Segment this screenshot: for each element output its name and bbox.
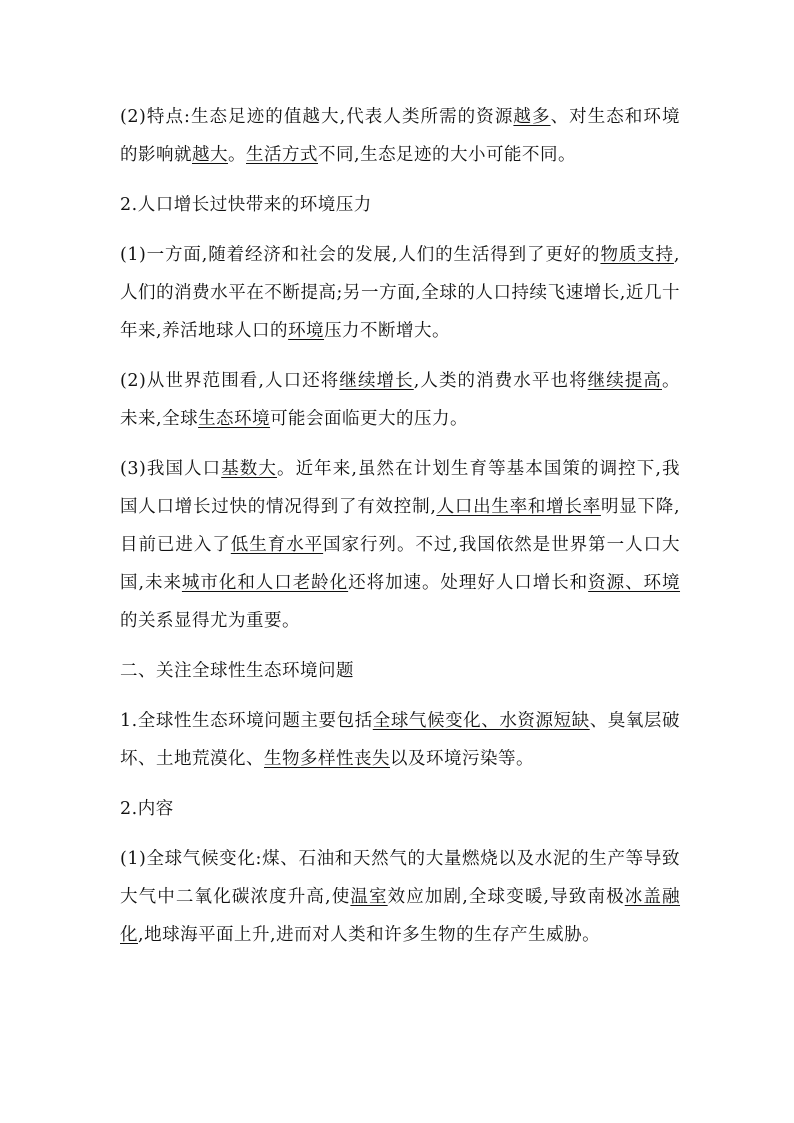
paragraph <box>120 186 680 224</box>
paragraph <box>120 236 680 350</box>
underlined-text: 冰盖融化 <box>120 887 681 945</box>
text-segment: 。近年来,虽然在计划生育等基本国策的调控下,我国人口增长过快的情况得到了有效控制, <box>120 459 680 517</box>
underlined-text: 物质支持 <box>600 245 674 265</box>
paragraph <box>120 98 680 174</box>
text-segment: (1)全球气候变化:煤、石油和天然气的大量燃烧以及水泥的生产等导致大气中二氧化碳浓度升高,使 <box>120 849 680 907</box>
text-segment: 以及环境污染等。 <box>390 749 534 769</box>
text-segment: (3)我国人口 <box>120 459 222 479</box>
underlined-text: 越多 <box>513 107 551 127</box>
paragraph <box>120 362 680 438</box>
text-segment: 可能会面临更大的压力。 <box>270 409 469 429</box>
text-segment: 明显下降,目前已进入了 <box>120 497 681 555</box>
document-page <box>120 98 680 966</box>
underlined-text: 城市化和人口老龄化 <box>181 573 349 593</box>
paragraph <box>120 840 680 954</box>
underlined-text: 继续增长 <box>339 371 414 391</box>
text-segment: ,人们的消费水平在不断提高;另一方面,全球的人口持续飞速增长,近几十年来,养活地球人口的 <box>120 245 680 341</box>
text-segment: 压力不断增大。 <box>324 321 451 341</box>
underlined-text: 资源、环境 <box>588 573 681 593</box>
text-segment: 1.全球性生态环境问题主要包括 <box>120 711 373 731</box>
text-segment: 二、关注全球性生态环境问题 <box>120 661 354 681</box>
paragraph <box>120 450 680 640</box>
underlined-text: 低生育水平 <box>230 535 324 555</box>
underlined-text: 温室 <box>350 887 388 907</box>
text-segment: 、对生态和环境的影响就 <box>120 107 681 165</box>
text-segment: 2.内容 <box>120 799 174 819</box>
text-segment: 国家行列。不过,我国依然是世界第一人口大国,未来 <box>120 535 681 593</box>
text-segment: 还将加速。处理好人口增长和 <box>348 573 589 593</box>
underlined-text: 越大 <box>192 145 228 165</box>
text-segment: 、臭氧层破坏、土地荒漠化、 <box>120 711 681 769</box>
underlined-text: 环境 <box>288 321 325 341</box>
text-segment: 的关系显得尤为重要。 <box>120 611 300 631</box>
text-segment: 效应加剧,全球变暖,导致南极 <box>387 887 625 907</box>
underlined-text: 基数大 <box>221 459 277 479</box>
text-segment: (1)一方面,随着经济和社会的发展,人们的生活得到了更好的 <box>120 245 601 265</box>
paragraph <box>120 652 680 690</box>
paragraph <box>120 702 680 778</box>
text-segment: 不同,生态足迹的大小可能不同。 <box>318 145 577 165</box>
underlined-text: 生态环境 <box>198 409 271 429</box>
text-segment: ,地球海平面上升,进而对人类和许多生物的生存产生威胁。 <box>138 925 601 945</box>
paragraph <box>120 790 680 828</box>
underlined-text: 生活方式 <box>246 145 318 165</box>
text-segment: 。未来,全球 <box>120 371 680 429</box>
text-segment: 。 <box>228 145 246 165</box>
underlined-text: 生物多样性丧失 <box>264 749 390 769</box>
underlined-text: 继续提高 <box>587 371 662 391</box>
text-segment: 2.人口增长过快带来的环境压力 <box>120 195 372 215</box>
underlined-text: 人口出生率和增长率 <box>436 497 601 517</box>
text-segment: (2)从世界范围看,人口还将 <box>120 371 340 391</box>
text-segment: (2)特点:生态足迹的值越大,代表人类所需的资源 <box>120 107 514 127</box>
underlined-text: 全球气候变化、水资源短缺 <box>372 711 590 731</box>
text-segment: ,人类的消费水平也将 <box>413 371 588 391</box>
